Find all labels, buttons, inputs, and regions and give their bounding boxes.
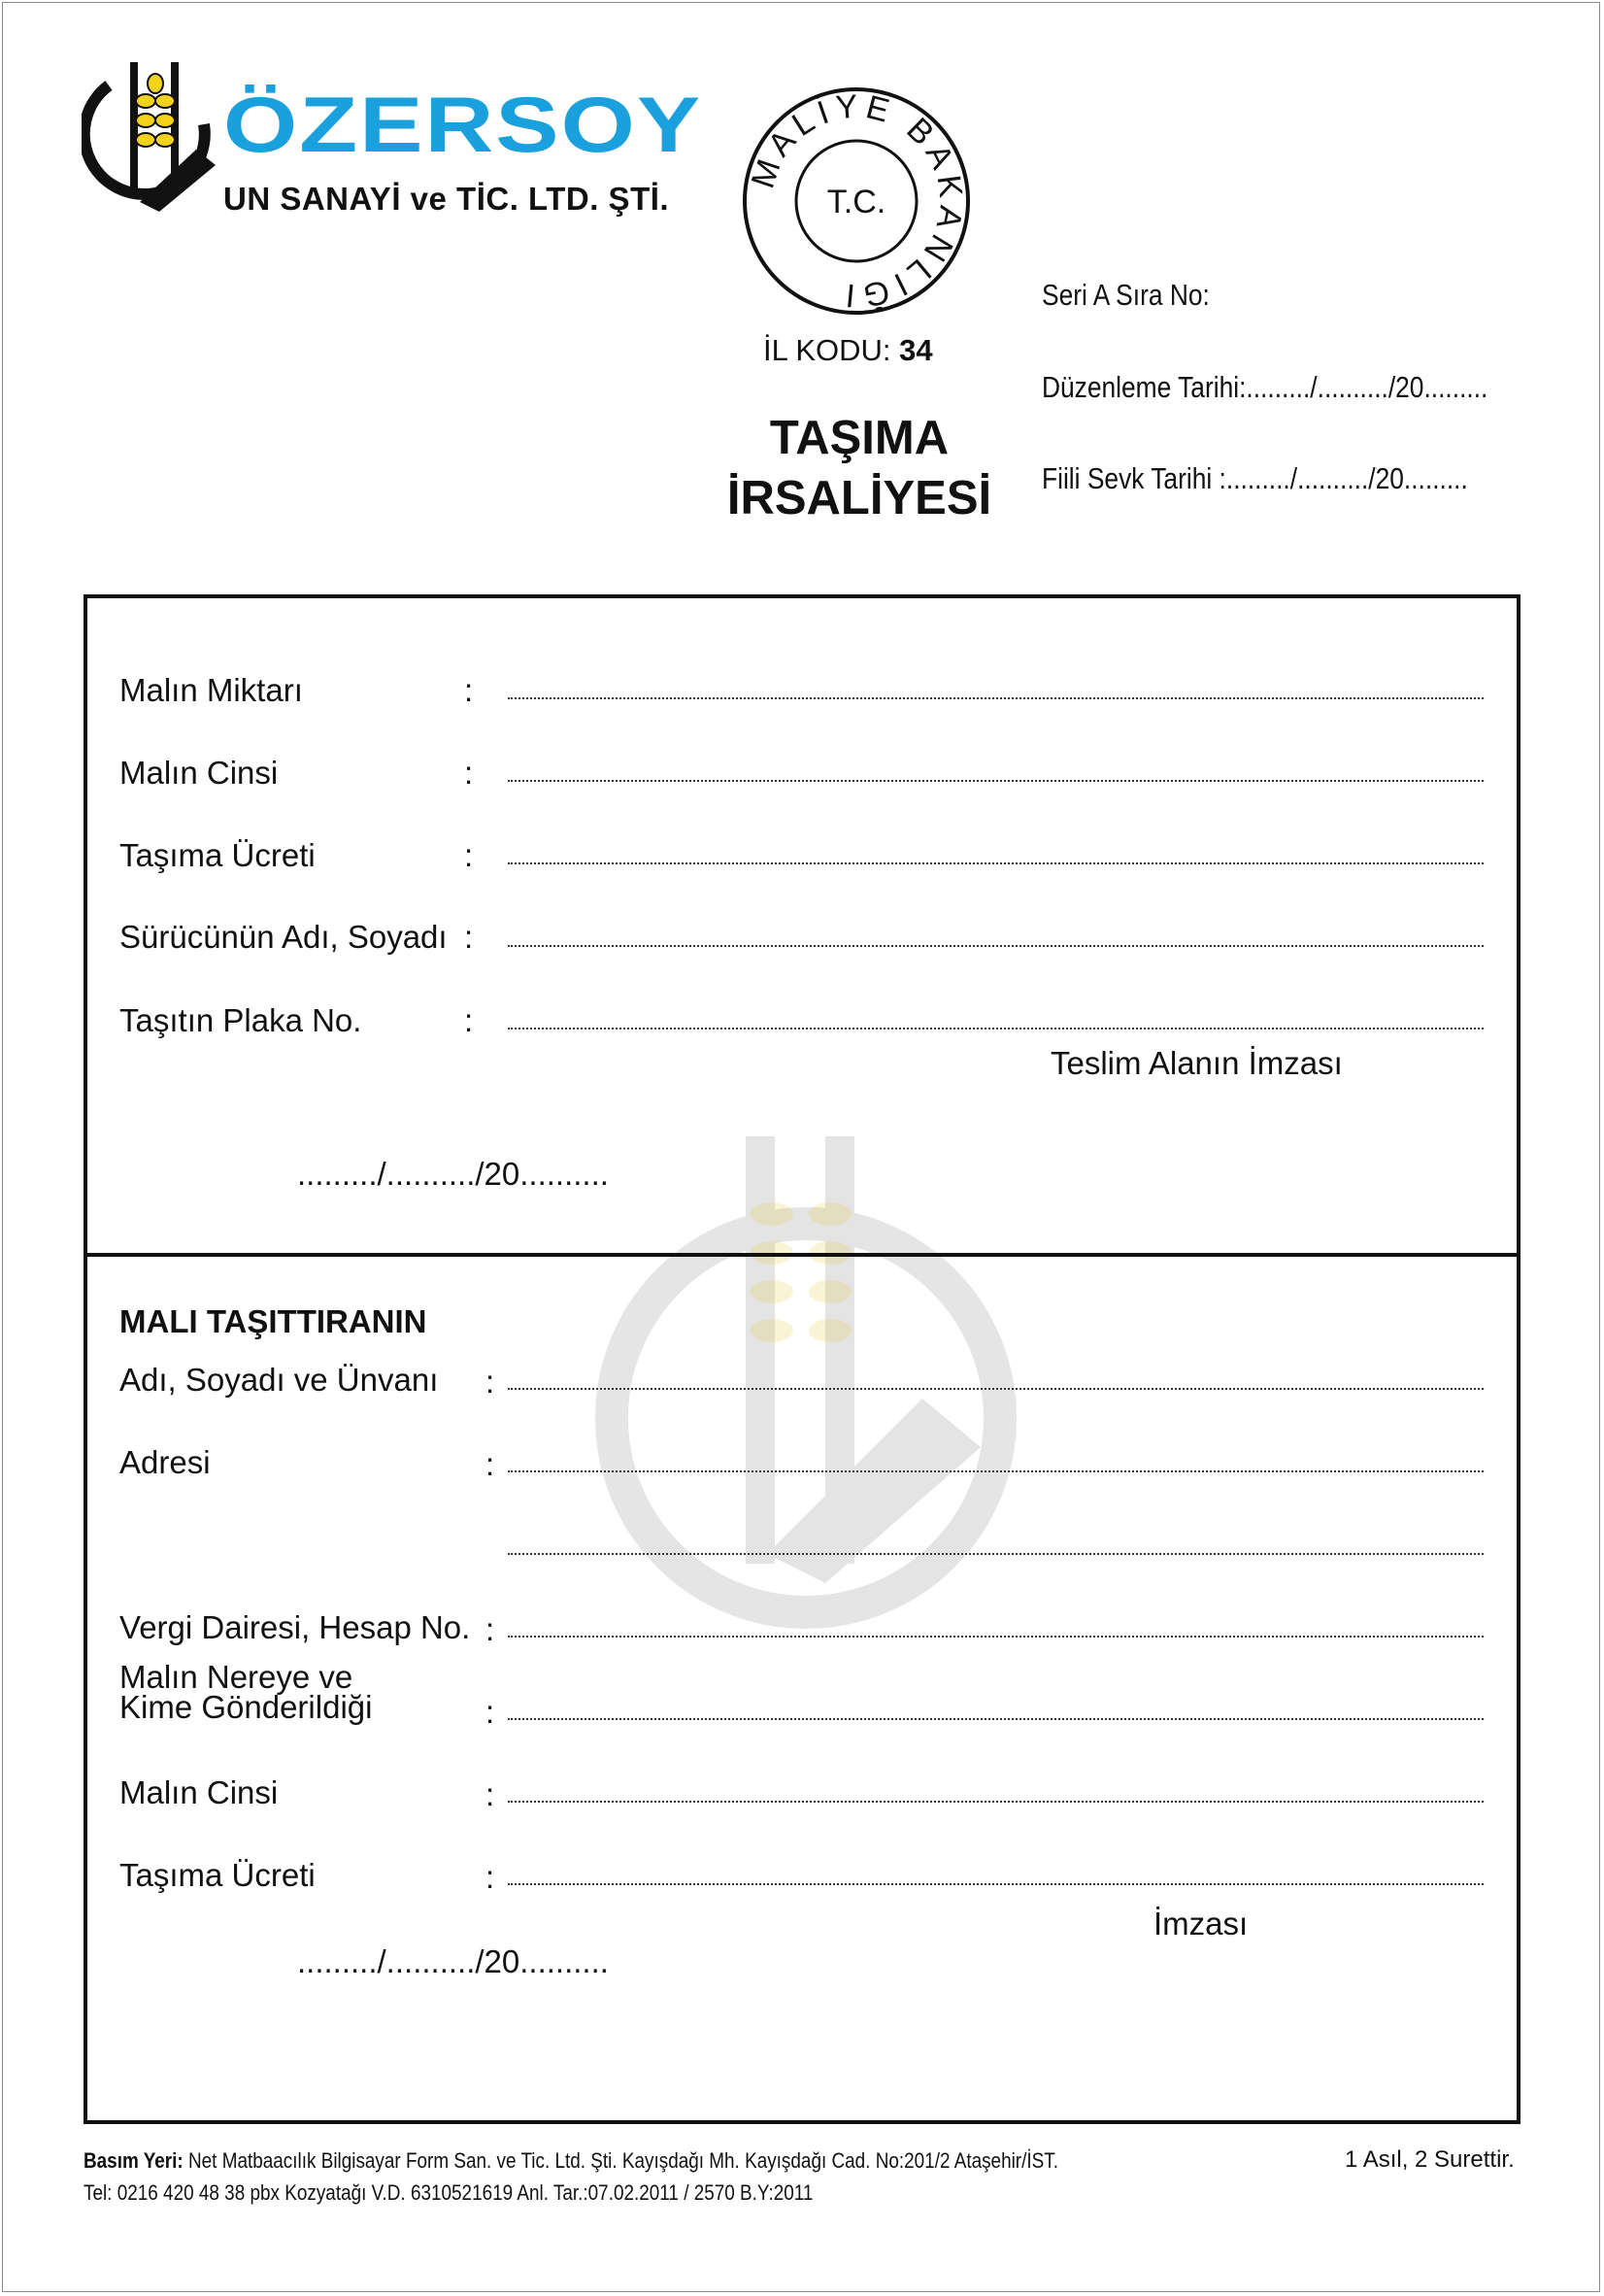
colon: : [485, 1859, 495, 1895]
label-vergi-dairesi: Vergi Dairesi, Hesap No. [119, 1609, 471, 1645]
field-adresi-line2[interactable] [508, 1553, 1484, 1555]
label-adresi: Adresi [119, 1444, 211, 1480]
label-malin-cinsi-2: Malın Cinsi [119, 1774, 279, 1810]
seal-center-text: T.C. [826, 184, 886, 220]
colon: : [485, 1776, 495, 1812]
label-tasima-ucreti: Taşıma Ücreti [119, 837, 316, 873]
field-vergi-dairesi[interactable] [508, 1636, 1484, 1638]
field-malin-miktari[interactable] [508, 697, 1484, 699]
seal-ring-text: MALİYE BAKANLIĞI [744, 87, 970, 316]
field-adi-soyadi-unvani[interactable] [508, 1388, 1484, 1390]
footer-contact: Tel: 0216 420 48 38 pbx Kozyatağı V.D. 6310521619 Anl. Tar.:07.02.2011 / 2570 B.Y:2011 [84, 2180, 814, 2205]
company-logo-text: ÖZERSOY [223, 81, 703, 169]
footer-basim-label: Basım Yeri: [84, 2148, 184, 2173]
colon: : [485, 1694, 495, 1730]
title-line-1: TAŞIMA [769, 412, 950, 464]
label-plaka-no: Taşıtın Plaka No. [119, 1002, 362, 1038]
section2-date: ........./........../20.......... [297, 1943, 609, 1979]
footer-copies: 1 Asıl, 2 Surettir. [1345, 2146, 1515, 2173]
label-malin-miktari: Malın Miktarı [119, 672, 303, 708]
field-nereye-kime[interactable] [508, 1718, 1484, 1720]
il-kodu-value: 34 [899, 333, 933, 367]
colon: : [464, 1002, 474, 1038]
teslim-alan-imza-label: Teslim Alanın İmzası [1051, 1045, 1343, 1081]
ministry-seal [741, 85, 972, 317]
title-line-2: İRSALİYESİ [726, 472, 992, 524]
seri-sira-no: Seri A Sıra No: [1042, 278, 1210, 312]
section1-date: ........./........../20.......... [297, 1156, 609, 1192]
colon: : [464, 755, 474, 791]
label-nereye-line1: Malın Nereye ve [119, 1659, 353, 1695]
footer-basim-text: Net Matbaacılık Bilgisayar Form San. ve Tic. Ltd. Şti. Kayışdağı Mh. Kayışdağı Cad. No:201/2 Ataşehir/İST. [187, 2148, 1058, 2173]
label-nereye-line2: Kime Gönderildiği [119, 1689, 373, 1725]
field-tasima-ucreti[interactable] [508, 862, 1484, 864]
section2-heading: MALI TAŞITTIRANIN [119, 1303, 427, 1339]
colon: : [485, 1611, 495, 1647]
label-surucu-adi: Sürücünün Adı, Soyadı [119, 919, 448, 955]
colon: : [464, 837, 474, 873]
field-malin-cinsi-2[interactable] [508, 1801, 1484, 1803]
field-adresi-line1[interactable] [508, 1470, 1484, 1472]
il-kodu-label: İL KODU: [763, 333, 891, 367]
colon: : [464, 919, 474, 955]
footer-printer-info [84, 2148, 1058, 2174]
duzenleme-tarihi: Düzenleme Tarihi:........./........../20......... [1042, 370, 1488, 404]
field-plaka-no[interactable] [508, 1028, 1484, 1030]
section-divider [84, 1253, 1520, 1257]
company-subtitle: UN SANAYİ ve TİC. LTD. ŞTİ. [223, 181, 670, 217]
label-nereye-kime [119, 1659, 373, 1725]
colon: : [485, 1446, 495, 1482]
document-title [680, 408, 1039, 528]
field-tasima-ucreti-2[interactable] [508, 1883, 1484, 1885]
colon: : [464, 672, 474, 708]
label-malin-cinsi: Malın Cinsi [119, 755, 279, 791]
colon: : [485, 1364, 495, 1400]
wheat-logo-icon [82, 56, 227, 212]
form-box [84, 594, 1520, 2124]
il-kodu [763, 333, 933, 368]
fiili-sevk-tarihi: Fiili Sevk Tarihi :........./........../20......... [1042, 461, 1468, 495]
field-malin-cinsi[interactable] [508, 780, 1484, 782]
label-adi-soyadi-unvani: Adı, Soyadı ve Ünvanı [119, 1362, 439, 1398]
field-surucu-adi[interactable] [508, 945, 1484, 947]
label-tasima-ucreti-2: Taşıma Ücreti [119, 1857, 316, 1893]
imzasi-label: İmzası [1153, 1906, 1249, 1941]
